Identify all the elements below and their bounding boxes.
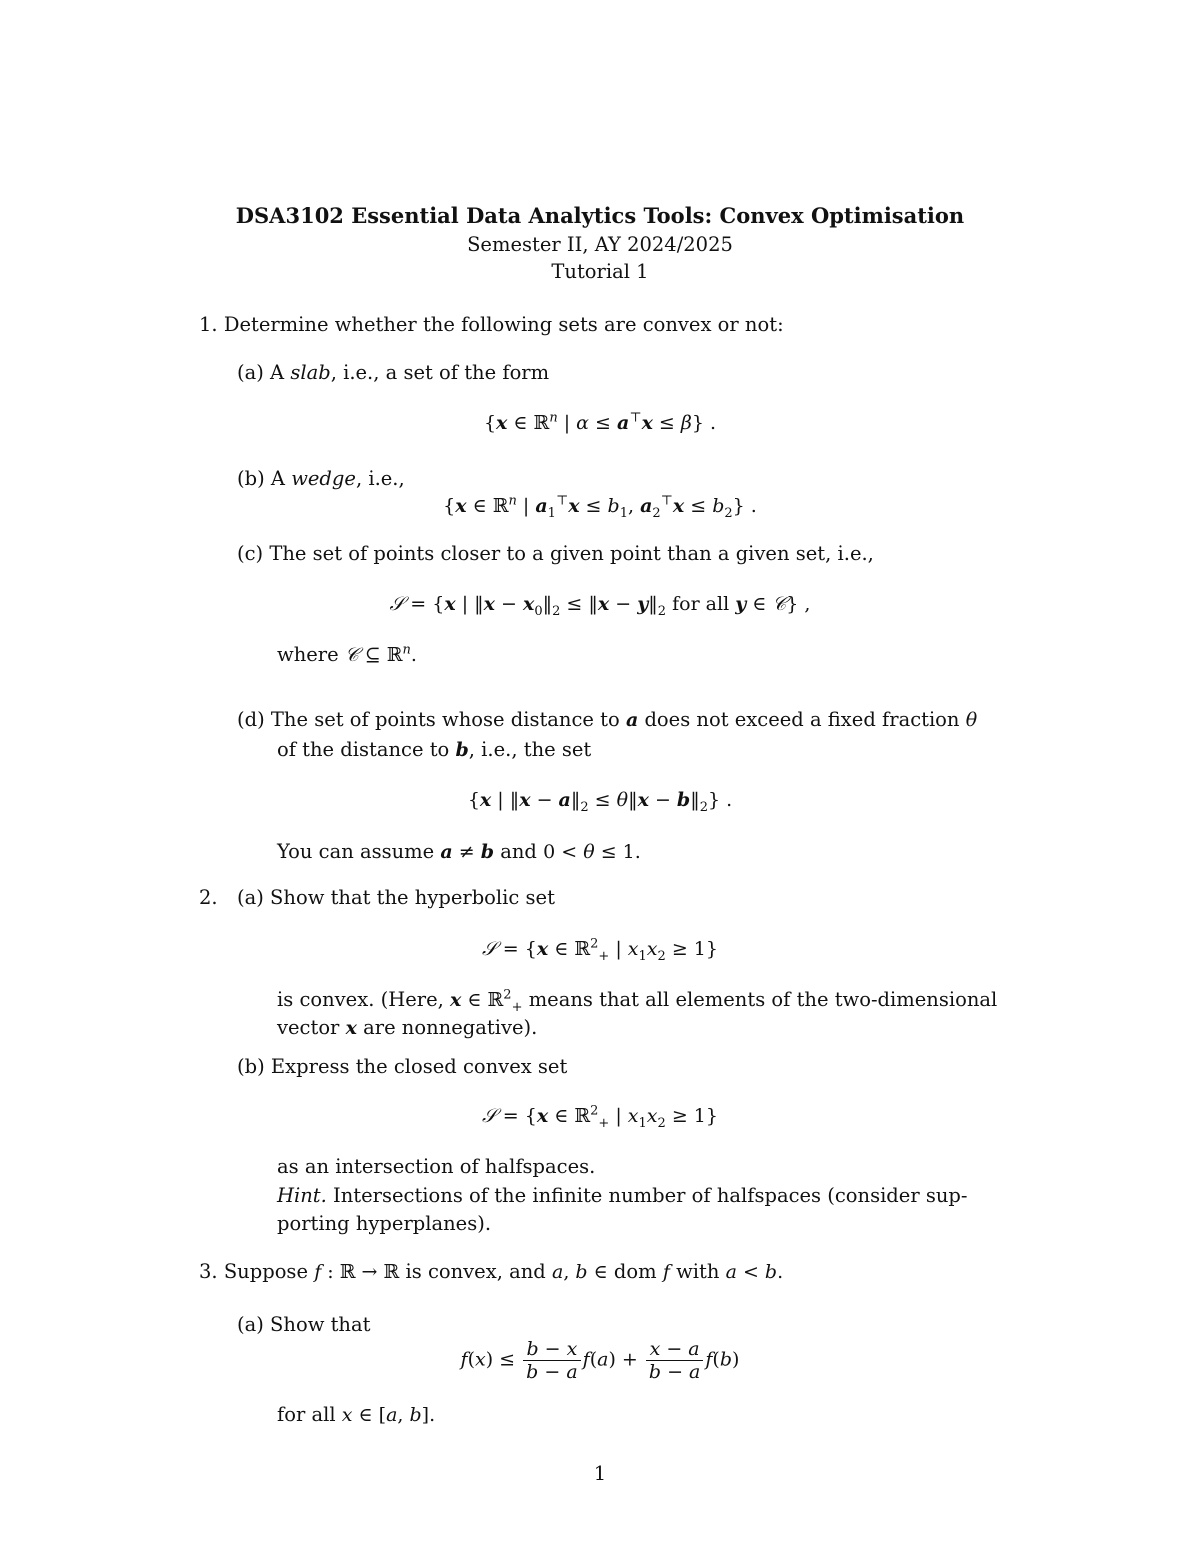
q1c-text — [237, 542, 874, 566]
part-text: , i.e., the set — [468, 738, 592, 761]
for-all-text: for all — [672, 593, 730, 615]
part-text: Show that the hyperbolic set — [270, 886, 555, 909]
part-text: Express the closed convex set — [270, 1055, 568, 1078]
q2b-text — [237, 1055, 567, 1079]
part-text: , i.e., — [355, 467, 405, 490]
q1d-line1: (d) The set of points whose distance to a does not exceed a fixed fraction θ — [237, 708, 978, 731]
q1d-formula: {x | ‖x − $a‖_2$ ≤ θ‖x − $b‖_2$} . — [467, 789, 733, 815]
hint-text: porting hyperplanes). — [277, 1212, 492, 1235]
term-wedge: wedge — [291, 467, 356, 490]
part-label: (d) — [237, 708, 265, 731]
part-label: (a) — [237, 1313, 264, 1336]
q1b-text — [237, 467, 405, 491]
q2b-formula: 𝒮 = {x ∈ ℝ$^2_+$ | $x_1x_2 \ge 1$} — [482, 1103, 718, 1131]
term-slab: slab — [290, 361, 331, 384]
part-text: means that all elements of the two-dimensional — [528, 988, 998, 1011]
part-label: (a) — [237, 361, 264, 384]
q1c-where: where 𝒞 ⊆ ℝ$^n$. — [277, 642, 417, 666]
part-label: (c) — [237, 542, 264, 565]
q1a-text — [237, 361, 549, 385]
q1d-assume: You can assume a ≠ b and 0 < θ ≤ 1. — [277, 840, 641, 863]
hint-label: Hint. — [277, 1184, 327, 1207]
part-text: does not exceed a fixed fraction — [644, 708, 960, 731]
page-number: 1 — [593, 1462, 607, 1485]
part-text: is convex. (Here, — [277, 988, 444, 1011]
question-2 — [199, 886, 218, 910]
part-text: and — [500, 840, 537, 863]
question-intro: Determine whether the following sets are convex or not: — [223, 313, 784, 336]
question-number: 3. — [199, 1260, 218, 1283]
part-text: vector — [277, 1016, 340, 1039]
q2a-after-line1: is convex. (Here, x ∈ ℝ$^2_+$ means that all elements of the two-dimensional — [277, 987, 998, 1015]
semester-line: Semester II, AY 2024/2025 — [467, 233, 733, 256]
tutorial-line: Tutorial 1 — [551, 260, 649, 283]
question-text: Suppose — [223, 1260, 308, 1283]
q1b-formula: {x ∈ ℝ$^n$ | $a_1^⊤x \le b_1$, $a_2^⊤x \le b_2$} . — [443, 493, 757, 521]
part-text: The set of points whose distance to — [270, 708, 620, 731]
q3a-text — [237, 1313, 370, 1337]
part-text: as an intersection of halfspaces. — [277, 1155, 596, 1178]
q2b-after — [277, 1155, 595, 1179]
part-text: Show that — [270, 1313, 371, 1336]
q3a-after: for all x ∈ [a, b]. — [277, 1403, 436, 1426]
part-text: for all — [277, 1403, 336, 1426]
part-label: (b) — [237, 1055, 265, 1078]
question-text: dom — [613, 1260, 657, 1283]
question-number: 1. — [199, 313, 218, 336]
question-text: with — [676, 1260, 720, 1283]
document-title: DSA3102 Essential Data Analytics Tools: Convex Optimisation — [235, 203, 965, 228]
where-text: where — [277, 643, 339, 666]
part-label: (a) — [237, 886, 264, 909]
q2a-after-line2: vector x are nonnegative). — [277, 1016, 538, 1039]
q2b-hint-line1 — [277, 1184, 968, 1208]
hint-text: Intersections of the infinite number of halfspaces (consider sup- — [333, 1184, 968, 1207]
part-text: are nonnegative). — [363, 1016, 538, 1039]
part-text: A — [270, 467, 292, 490]
question-text: is convex, and — [405, 1260, 546, 1283]
q3a-formula: f(x) ≤ $\frac{b - x}{b - a}$ f(a) + $\frac{x - a}{b - a}$ f(b) — [460, 1338, 740, 1383]
q1d-line2: of the distance to b, i.e., the set — [277, 738, 592, 761]
q2a-formula: 𝒮 = {x ∈ ℝ$^2_+$ | $x_1x_2 \ge 1$} — [482, 936, 718, 964]
q1a-formula: {x ∈ ℝ$^n$ | α ≤ a⊤x ≤ β} . — [483, 410, 717, 434]
part-text: of the distance to — [277, 738, 450, 761]
question-3: 3. Suppose f : ℝ → ℝ is convex, and a, b ∈ dom f with a < b. — [199, 1260, 784, 1283]
question-number: 2. — [199, 886, 218, 909]
q2b-hint-line2 — [277, 1212, 491, 1236]
part-label: (b) — [237, 467, 265, 490]
q1c-formula: 𝒮 = {x | ‖x − $x_0‖_2$ ≤ ‖x − $y‖_2$ for all y ∈ 𝒞} , — [389, 593, 811, 619]
question-1 — [199, 313, 784, 337]
part-text: A — [270, 361, 291, 384]
part-text: You can assume — [277, 840, 435, 863]
part-text: , i.e., a set of the form — [330, 361, 550, 384]
q2a-text — [237, 886, 555, 910]
part-text: The set of points closer to a given point than a given set, i.e., — [269, 542, 874, 565]
